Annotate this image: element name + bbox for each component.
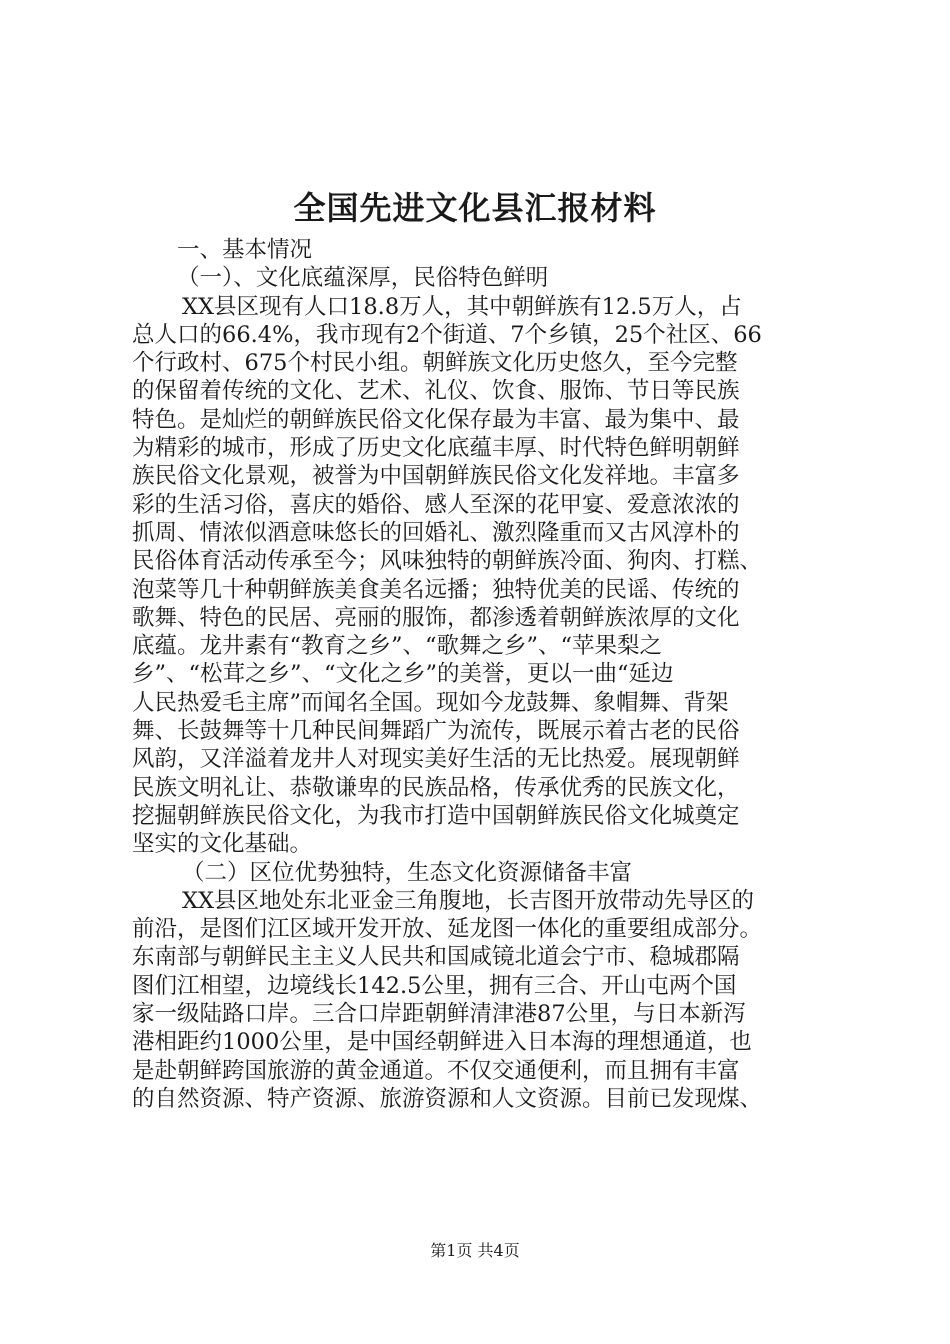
subsection-heading: （一）、文化底蕴深厚，民俗特色鲜明 <box>177 265 549 292</box>
paragraph-line: XX县区地处东北亚金三角腹地，长吉图开放带动先导区的 <box>182 887 755 914</box>
paragraph-line: 个行政村、675个村民小组。朝鲜族文化历史悠久，至今完整 <box>132 350 738 377</box>
paragraph-line: 的自然资源、特产资源、旅游资源和人文资源。目前已发现煤、 <box>132 1085 763 1112</box>
paragraph-line: 特色。是灿烂的朝鲜族民俗文化保存最为丰富、最为集中、最 <box>132 406 740 433</box>
paragraph-line: 东南部与朝鲜民主主义人民共和国咸镜北道会宁市、稳城郡隔 <box>132 944 740 971</box>
section-heading: 一、基本情况 <box>177 237 313 263</box>
paragraph-line: 的保留着传统的文化、艺术、礼仪、饮食、服饰、节日等民族 <box>132 378 740 405</box>
paragraph-line: 泡菜等几十种朝鲜族美食美名远播；独特优美的民谣、传统的 <box>132 576 740 603</box>
document-title: 全国先进文化县汇报材料 <box>293 189 657 227</box>
paragraph-line: 乡”、“松茸之乡”、“文化之乡”的美誉，更以一曲“延边 <box>132 661 674 688</box>
paragraph-line: 图们江相望，边境线长142.5公里，拥有三合、开山屯两个国 <box>132 972 737 999</box>
paragraph-line: 挖掘朝鲜族民俗文化，为我市打造中国朝鲜族民俗文化城奠定 <box>132 802 740 829</box>
paragraph-line: 人民热爱毛主席”而闻名全国。现如今龙鼓舞、象帽舞、背架 <box>132 689 729 716</box>
subsection-heading: （二）区位优势独特，生态文化资源储备丰富 <box>182 859 633 886</box>
paragraph-line: 为精彩的城市，形成了历史文化底蕴丰厚、时代特色鲜明朝鲜 <box>132 435 740 462</box>
paragraph-line: 族民俗文化景观，被誉为中国朝鲜族民俗文化发祥地。丰富多 <box>132 463 740 490</box>
paragraph-line: 是赴朝鲜跨国旅游的黄金通道。不仅交通便利，而且拥有丰富 <box>132 1057 740 1084</box>
paragraph-line: 舞、长鼓舞等十几种民间舞蹈广为流传，既展示着古老的民俗 <box>132 718 740 745</box>
paragraph-line: 民族文明礼让、恭敬谦卑的民族品格，传承优秀的民族文化， <box>132 774 740 801</box>
paragraph-line: 总人口的66.4%，我市现有2个街道、7个乡镇，25个社区、66 <box>132 321 762 348</box>
page-number-footer: 第1页 共4页 <box>430 1241 520 1260</box>
paragraph-line: 歌舞、特色的民居、亮丽的服饰，都渗透着朝鲜族浓厚的文化 <box>132 604 740 631</box>
paragraph-line: 前沿，是图们江区域开发开放、延龙图一体化的重要组成部分。 <box>132 916 763 943</box>
document-body <box>132 236 832 1113</box>
paragraph-line: 彩的生活习俗，喜庆的婚俗、感人至深的花甲宴、爱意浓浓的 <box>132 491 740 518</box>
paragraph-line: 民俗体育活动传承至今；风味独特的朝鲜族冷面、狗肉、打糕、 <box>132 548 763 575</box>
paragraph-line: 坚实的文化基础。 <box>132 831 313 858</box>
paragraph-line: XX县区现有人口18.8万人，其中朝鲜族有12.5万人，占 <box>182 293 742 320</box>
paragraph-line: 家一级陆路口岸。三合口岸距朝鲜清津港87公里，与日本新泻 <box>132 1001 746 1028</box>
paragraph-line: 底蕴。龙井素有“教育之乡”、“歌舞之乡”、“苹果梨之 <box>132 633 663 660</box>
paragraph-line: 港相距约1000公里，是中国经朝鲜进入日本海的理想通道，也 <box>132 1029 752 1056</box>
paragraph-line: 抓周、情浓似酒意味悠长的回婚礼、激烈隆重而又古风淳朴的 <box>132 519 740 546</box>
paragraph-line: 风韵，又洋溢着龙井人对现实美好生活的无比热爱。展现朝鲜 <box>132 746 740 773</box>
